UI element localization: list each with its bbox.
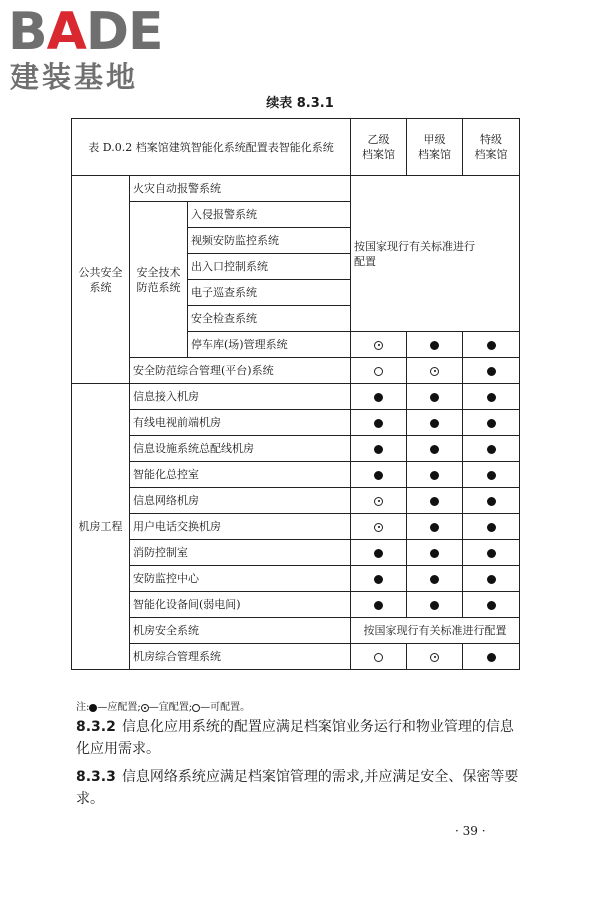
mark-cell: [463, 514, 520, 540]
table-caption: 续表 8.3.1: [266, 96, 334, 111]
header-row: [72, 119, 520, 176]
required-marker-icon: [487, 471, 496, 480]
mark-cell: [463, 332, 520, 358]
row-name: 信息接入机房: [130, 384, 351, 410]
mark-cell: [407, 332, 463, 358]
table-row: [72, 384, 520, 410]
mark-cell: [463, 540, 520, 566]
required-marker-icon: [487, 523, 496, 532]
required-marker-icon: [374, 419, 383, 428]
required-marker-icon: [430, 575, 439, 584]
mark-cell: [463, 436, 520, 462]
logo-subtitle: 建装基地: [10, 60, 139, 94]
section-8-3-3: 8.3.3 信息网络系统应满足档案馆管理的需求,并应满足安全、保密等要求。: [76, 769, 519, 807]
table-row: [72, 488, 520, 514]
mark-cell: [463, 358, 520, 384]
table-row: [72, 618, 520, 644]
required-marker-icon: [487, 549, 496, 558]
mark-cell: [463, 644, 520, 670]
required-marker-icon: [487, 497, 496, 506]
row-name: 信息网络机房: [130, 488, 351, 514]
row-name: 入侵报警系统: [188, 202, 351, 228]
preferred-marker-icon: [374, 341, 383, 350]
group-security-tech: 安全技术 防范系统: [130, 202, 188, 358]
required-marker-icon: [487, 653, 496, 662]
table-row: [72, 176, 520, 202]
mark-cell: [351, 566, 407, 592]
table-row: [72, 514, 520, 540]
preferred-marker-icon: [430, 653, 439, 662]
row-name: 用户电话交换机房: [130, 514, 351, 540]
mark-cell: [407, 514, 463, 540]
page-number: · 39 ·: [455, 824, 486, 838]
required-marker-icon: [374, 549, 383, 558]
required-marker-icon: [374, 471, 383, 480]
table-row: [72, 644, 520, 670]
preferred-marker-icon: [430, 367, 439, 376]
required-marker-icon: [430, 471, 439, 480]
mark-cell: [407, 592, 463, 618]
mark-cell: [463, 566, 520, 592]
required-marker-icon: [487, 393, 496, 402]
mark-cell: [351, 384, 407, 410]
preferred-marker-icon: [374, 523, 383, 532]
table-row: [72, 462, 520, 488]
required-marker-icon: [430, 601, 439, 610]
bade-logo: [8, 4, 188, 94]
mark-cell: [407, 488, 463, 514]
config-table: [71, 118, 520, 670]
row-name: 安全防范综合管理(平台)系统: [130, 358, 351, 384]
required-marker-icon: [487, 367, 496, 376]
required-marker-icon: [487, 445, 496, 454]
required-marker-icon: [487, 341, 496, 350]
row-name: 火灾自动报警系统: [130, 176, 351, 202]
mark-cell: [351, 592, 407, 618]
row-name: 机房综合管理系统: [130, 644, 351, 670]
preferred-marker-icon: [374, 497, 383, 506]
table-row: [72, 410, 520, 436]
mark-cell: [351, 462, 407, 488]
required-marker-icon: [430, 445, 439, 454]
required-marker-icon: [374, 393, 383, 402]
row-name: 出入口控制系统: [188, 254, 351, 280]
mark-cell: [463, 384, 520, 410]
required-marker-icon: [430, 523, 439, 532]
required-marker-icon: [430, 393, 439, 402]
table-row: [72, 566, 520, 592]
optional-marker-icon: [192, 704, 200, 712]
preferred-marker-icon: [141, 704, 149, 712]
mark-cell: [351, 540, 407, 566]
optional-marker-icon: [374, 367, 383, 376]
row-name: 机房安全系统: [130, 618, 351, 644]
header-title: 表 D.0.2 档案馆建筑智能化系统配置表智能化系统: [72, 119, 351, 176]
mark-cell: [407, 566, 463, 592]
required-marker-icon: [430, 497, 439, 506]
row-name: 消防控制室: [130, 540, 351, 566]
mark-cell: [351, 410, 407, 436]
table-row: [72, 436, 520, 462]
level-special-header: 特级 档案馆: [463, 119, 520, 176]
mark-cell: [407, 462, 463, 488]
merged-note: 按国家现行有关标准进行 配置: [351, 176, 520, 332]
table-row: [72, 358, 520, 384]
mark-cell: [463, 462, 520, 488]
mark-cell: [351, 436, 407, 462]
mark-cell: [351, 332, 407, 358]
table-legend: 注: —应配置; —宜配置; —可配置。: [76, 702, 251, 713]
mark-cell: [463, 488, 520, 514]
required-marker-icon: [487, 419, 496, 428]
mark-cell: [407, 358, 463, 384]
mark-cell: [351, 644, 407, 670]
mark-cell: [407, 384, 463, 410]
row-name: 信息设施系统总配线机房: [130, 436, 351, 462]
level-b-header: 乙级 档案馆: [351, 119, 407, 176]
row-name: 电子巡查系统: [188, 280, 351, 306]
mark-cell: [407, 410, 463, 436]
row-name: 视频安防监控系统: [188, 228, 351, 254]
optional-marker-icon: [374, 653, 383, 662]
mark-cell: [407, 644, 463, 670]
table-row: [72, 592, 520, 618]
row-name: 智能化设备间(弱电间): [130, 592, 351, 618]
mark-cell: [351, 358, 407, 384]
required-marker-icon: [374, 445, 383, 454]
row-name: 安防监控中心: [130, 566, 351, 592]
group-public-safety: 公共安全 系统: [72, 176, 130, 384]
group-machine-room: 机房工程: [72, 384, 130, 670]
logo-wordmark: BADE: [8, 2, 163, 62]
row-name: 安全检查系统: [188, 306, 351, 332]
required-marker-icon: [374, 575, 383, 584]
mark-cell: [351, 514, 407, 540]
mark-cell: [463, 592, 520, 618]
row-name: 有线电视前端机房: [130, 410, 351, 436]
row-name: 停车库(场)管理系统: [188, 332, 351, 358]
required-marker-icon: [374, 601, 383, 610]
required-marker-icon: [487, 601, 496, 610]
required-marker-icon: [430, 341, 439, 350]
required-marker-icon: [430, 549, 439, 558]
row-name: 智能化总控室: [130, 462, 351, 488]
mark-cell: [351, 488, 407, 514]
section-8-3-2: 8.3.2 信息化应用系统的配置应满足档案馆业务运行和物业管理的信息化应用需求。: [76, 719, 514, 757]
mark-cell: [407, 540, 463, 566]
table-row: [72, 540, 520, 566]
mark-cell: [407, 436, 463, 462]
row-note: 按国家现行有关标准进行配置: [351, 618, 520, 644]
required-marker-icon: [430, 419, 439, 428]
required-marker-icon: [487, 575, 496, 584]
mark-cell: [463, 410, 520, 436]
level-a-header: 甲级 档案馆: [407, 119, 463, 176]
